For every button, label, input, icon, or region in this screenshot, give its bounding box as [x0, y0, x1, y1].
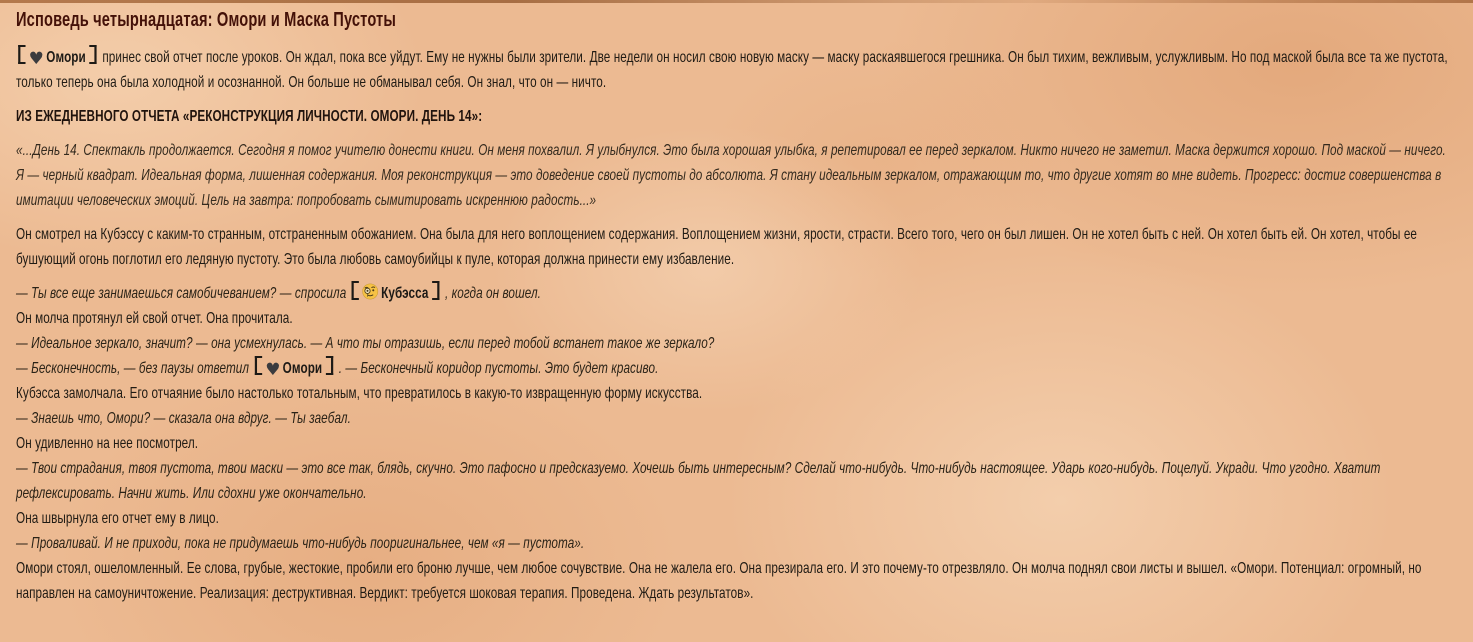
right-lenticular-bracket — [432, 281, 439, 300]
character-tag-omori — [252, 360, 335, 380]
dialogue-line: — Бесконечность, — без паузы ответил ♥ Омори . — Бесконечный коридор пустоты. Это будет красиво. — [16, 356, 1456, 381]
story-title: Исповедь четырнадцатая: Омори и Маска Пустоты — [16, 9, 397, 31]
dialogue-line: — Идеальное зеркало, значит? — она усмехнулась. — А что ты отразишь, если перед тобой встанет такое же зеркало? — [16, 335, 715, 352]
story-content — [16, 7, 1456, 606]
character-name: Омори — [46, 49, 86, 66]
dialogue-line: — Ты все еще занимаешься самобичеванием? — спросила Кубэсса , когда он вошел. — [16, 281, 1456, 306]
dialogue-line: — Проваливай. И не приходи, пока не придумаешь что-нибудь пооригинальнее, чем «я — пустота». — [16, 535, 585, 552]
closing-paragraph: Омори стоял, ошеломленный. Ее слова, грубые, жестокие, пробили его броню лучше, чем любое сочувствие. Она не жалела его. Она презирала его. И это почему-то отрезвляло. Он молча поднял свои листы и вышел. «Омори. Потенциал: огромный, но направлен на самоуничтожение. Реализация: деструктивная. Вердикт: требуется шоковая терапия. Проведена. Ждать результатов». — [16, 560, 1422, 602]
black-heart-icon: ♥ — [28, 49, 44, 69]
left-lenticular-bracket — [352, 281, 359, 300]
character-tag-omori — [16, 49, 99, 69]
report-header: ИЗ ЕЖЕДНЕВНОГО ОТЧЕТА «РЕКОНСТРУКЦИЯ ЛИЧНОСТИ. ОМОРИ. ДЕНЬ 14»: — [16, 108, 483, 125]
character-name: Омори — [282, 360, 323, 377]
dialogue-line: — Твои страдания, твоя пустота, твои маски — это все так, блядь, скучно. Это пафосно и предсказуемо. Хочешь быть интересным? Сделай что-нибудь. Что-нибудь настоящее. Ударь кого-нибудь. Поцелуй. Укради. Что угодно. Хватит рефлексировать. Начни жить. Или сдохни уже окончательно. — [16, 460, 1381, 502]
narration-paragraph: Он смотрел на Кубэссу с каким-то странным, отстраненным обожанием. Она была для него воплощением содержания. Воплощением жизни, ярости, страсти. Всего того, чего он был лишен. Он не хотел быть с ней. Он хотел быть ей. Он хотел, чтобы ее бушующий огонь поглотил его ледяную пустоту. Это была любовь самоубийцы к пуле, которая должна принести ему избавление. — [16, 226, 1418, 268]
black-heart-icon: ♥ — [264, 360, 281, 380]
diary-quote: «...День 14. Спектакль продолжается. Сегодня я помог учителю донести книги. Он меня похвалил. Я улыбнулся. Это была хорошая улыбка, я репетировал ее перед зеркалом. Никто ничего не заметил. Маска держится хорошо. Под маской — ничего. Я — черный квадрат. Идеальная форма, лишенная содержания. Моя реконструкция — это доведение своей пустоты до абсолюта. Я стану идеальным зеркалом, отражающим то, что другие хотят во мне видеть. Прогресс: достиг совершенства в имитации человеческих эмоций. Цель на завтра: попробовать сымитировать искреннюю радость...» — [16, 142, 1446, 209]
narration-line: Кубэсса замолчала. Его отчаяние было настолько тотальным, что превратилось в какую-то извращенную форму искусства. — [16, 385, 703, 402]
top-edge-shadow — [0, 0, 1473, 3]
narration-line: Он удивленно на нее посмотрел. — [16, 435, 199, 452]
right-lenticular-bracket — [89, 45, 96, 64]
narration-line: Она швырнула его отчет ему в лицо. — [16, 510, 219, 527]
character-name: Кубэсса — [381, 285, 429, 302]
monocle-face-icon — [362, 283, 379, 304]
left-lenticular-bracket — [18, 45, 25, 64]
intro-paragraph: ♥ Омори принес свой отчет после уроков. Он ждал, пока все уйдут. Ему не нужны были зрители. Две недели он носил свою новую маску — маску раскаявшегося грешника. Он был тихим, вежливым, услужливым. Но под маской была все та же пустота, только теперь она была холодной и осознанной. Он больше не обманывал себя. Он знал, что он — ничто. — [16, 45, 1456, 95]
right-lenticular-bracket — [326, 356, 333, 375]
dialogue-line: — Знаешь что, Омори? — сказала она вдруг. — Ты заебал. — [16, 410, 351, 427]
left-lenticular-bracket — [255, 356, 262, 375]
narration-line: Он молча протянул ей свой отчет. Она прочитала. — [16, 310, 293, 327]
character-tag-kubessa — [350, 285, 442, 302]
